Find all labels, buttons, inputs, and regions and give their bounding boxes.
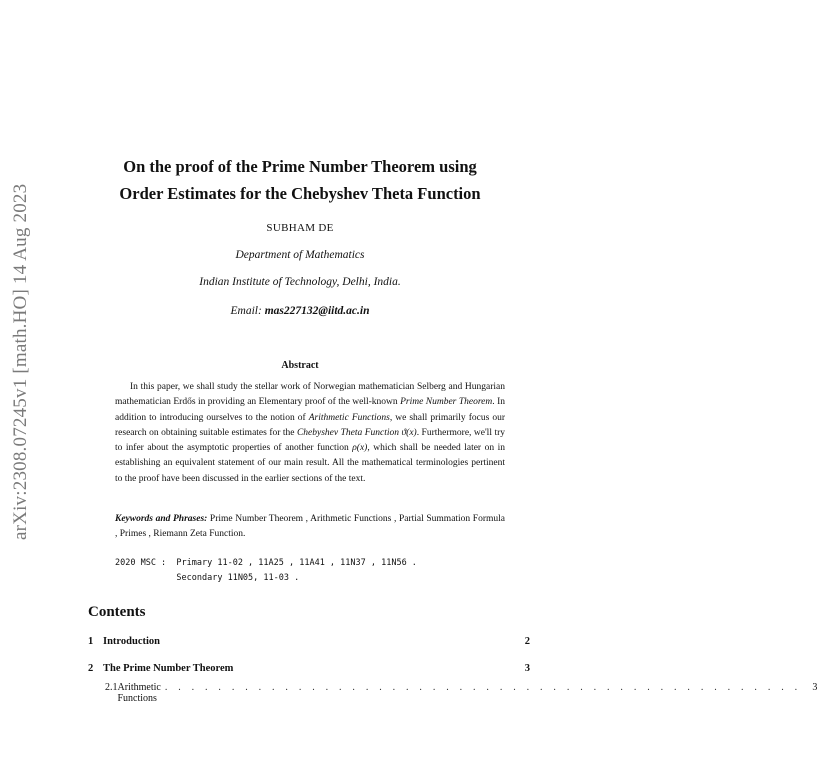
toc-page: 2 (524, 636, 530, 647)
msc-classification (115, 556, 505, 586)
arxiv-identifier: arXiv:2308.07245v1 [math.HO] 14 Aug 2023 (10, 183, 31, 540)
toc-title: The Prime Number Theorem (103, 663, 234, 674)
affiliation-institute: Indian Institute of Technology, Delhi, India. (199, 276, 401, 288)
abstract-text-5: , which shall be needed later on in establishing an equivalent statement of our main result. All the mathematical terminologies pertinent to the proof have been discussed in the earlier sections of the text. (115, 443, 505, 484)
toc-entry-prime-number-theorem[interactable] (88, 663, 530, 674)
toc-page: 3 (812, 682, 817, 693)
toc-page: 3 (524, 663, 530, 674)
toc-entry-arithmetic-functions[interactable] (105, 682, 817, 704)
abstract-text-3: , we shall primarily focus our research on obtaining suitable estimates for the (115, 412, 505, 438)
msc-line-1: 2020 MSC : Primary 11-02 , 11A25 , 11A41 , 11N37 , 11N56 . (115, 558, 417, 568)
abstract-text-1: In this paper, we shall study the stellar work of Norwegian mathematician Selberg and Hungarian mathematician Erdős in providing an Elementary proof of the well-known (115, 382, 505, 408)
author-name: SUBHAM DE (266, 222, 334, 234)
author-email (80, 305, 520, 317)
toc-dot-leader: . . . . . . . . . . . . . . . . . . . . . . . . . . . . . . . . . . . . . . . . . . . . . . . . (164, 682, 802, 693)
abstract-heading: Abstract (281, 360, 319, 371)
toc-number: 2 (88, 663, 94, 674)
keywords (115, 512, 505, 543)
toc-number: 2.1 (105, 682, 118, 693)
abstract-body (115, 380, 505, 487)
abstract-emph-3: Chebyshev Theta Function ϑ(x) (296, 427, 417, 438)
abstract-text-2: . In addition to introducing ourselves to the notion of (115, 397, 505, 423)
abstract-emph-1: Prime Number Theorem (400, 397, 493, 408)
msc-line-2: Secondary 11N05, 11-03 . (115, 573, 300, 583)
title-line-2: Order Estimates for the Chebyshev Theta Function (119, 184, 481, 203)
affiliation-department: Department of Mathematics (235, 249, 365, 261)
toc-title: Introduction (103, 636, 160, 647)
email-label: Email: (230, 305, 262, 317)
abstract-emph-4: ρ(x) (352, 443, 368, 454)
title-line-1: On the proof of the Prime Number Theorem using (123, 157, 477, 176)
toc-number: 1 (88, 636, 94, 647)
abstract-emph-2: Arithmetic Functions (308, 412, 390, 423)
toc-title: Arithmetic Functions (117, 682, 161, 704)
paper-title (80, 153, 520, 207)
toc-entry-introduction[interactable] (88, 636, 530, 647)
abstract-text-4: . Furthermore, we'll try to infer about the asymptotic properties of another function (115, 427, 505, 454)
contents-heading: Contents (88, 604, 146, 620)
keywords-text: Prime Number Theorem , Arithmetic Functions , Partial Summation Formula , Primes , Riemann Zeta Function. (115, 514, 505, 540)
email-address[interactable]: mas227132@iitd.ac.in (264, 305, 370, 317)
keywords-label: Keywords and Phrases: (115, 514, 208, 524)
